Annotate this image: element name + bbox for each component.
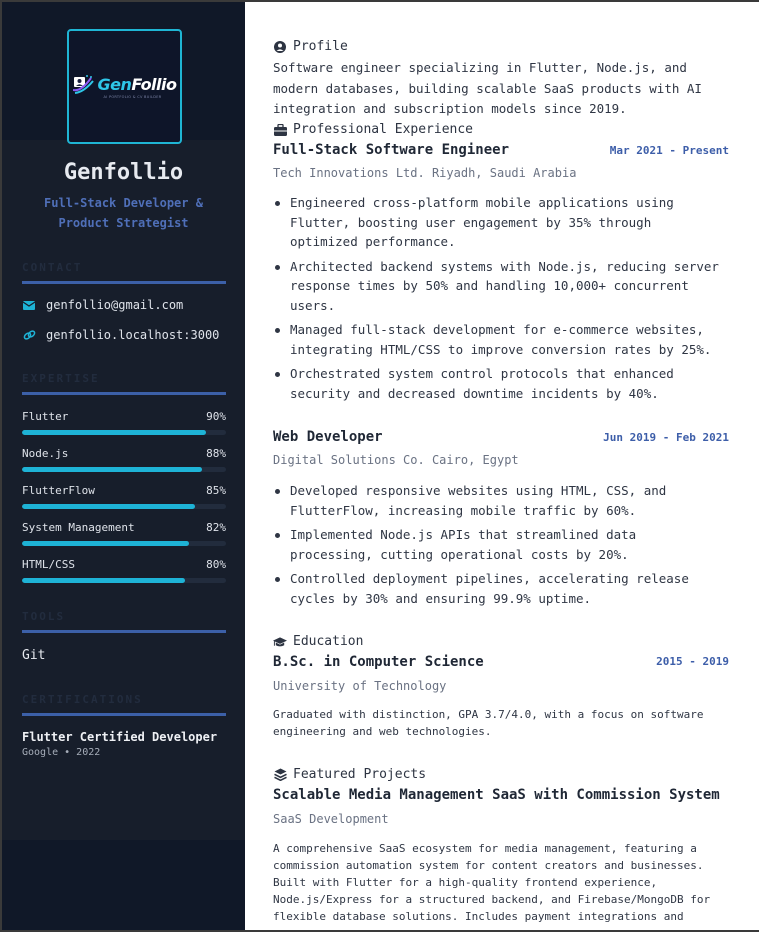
education-description: Graduated with distinction, GPA 3.7/4.0, with a focus on software engineering and web technologies. [273, 708, 704, 738]
skill-nodejs [22, 447, 226, 472]
job-bullet: Controlled deployment pipelines, accelerating release cycles by 30% and ensuring 99.9% uptime. [273, 569, 713, 608]
profile-section-heading [273, 39, 348, 54]
skill-percent: 90% [206, 410, 226, 423]
job-title: Web Developer [273, 429, 383, 445]
logo [67, 29, 182, 144]
experience-heading-text: Professional Experience [293, 122, 474, 137]
profile-heading-text: Profile [293, 39, 348, 54]
website-link[interactable]: genfollio.localhost:3000 [46, 328, 220, 342]
summary-line: integration and subscription models since 2019. [273, 101, 627, 116]
briefcase-icon [273, 123, 287, 137]
skill-html-css [22, 558, 226, 583]
summary-line: modern databases, building scalable SaaS products with AI [273, 80, 702, 96]
job-bullet: Architected backend systems with Node.js, reducing server response times by 50% and handling 10,000+ concurrent users. [273, 257, 733, 316]
skill-system-management [22, 521, 226, 546]
skill-name: HTML/CSS [22, 558, 75, 571]
link-icon [22, 329, 36, 341]
expertise-heading: EXPERTISE [22, 372, 100, 385]
main-content [273, 0, 733, 932]
job-bullets [273, 193, 733, 408]
skill-name: System Management [22, 521, 135, 534]
job-bullet: Implemented Node.js APIs that streamlined data processing, cutting operational costs by 20%. [273, 525, 663, 564]
skill-flutter [22, 410, 226, 435]
job-bullet: Orchestrated system control protocols that enhanced security and decreased downtime incidents by 40%. [273, 364, 693, 403]
education-date: 2015 - 2019 [656, 655, 729, 668]
profile-summary [273, 58, 733, 120]
contact-email[interactable] [22, 298, 183, 312]
skill-bar [22, 541, 226, 546]
education-section-heading [273, 634, 363, 649]
school-name: University of Technology [273, 679, 447, 693]
summary-line: Software engineer specializing in Flutter, Node.js, and [273, 60, 687, 75]
skill-bar-fill [22, 578, 185, 583]
experience-section-heading [273, 122, 473, 137]
user-circle-icon [273, 40, 287, 54]
skill-percent: 80% [206, 558, 226, 571]
skill-bar [22, 578, 226, 583]
contact-website[interactable] [22, 328, 219, 342]
project-category: SaaS Development [273, 812, 389, 826]
graduation-cap-icon [273, 635, 287, 649]
skill-name: Flutter [22, 410, 69, 423]
project-title: Scalable Media Management SaaS with Commission System [273, 787, 720, 803]
projects-heading-text: Featured Projects [293, 767, 427, 782]
job-company: Digital Solutions Co. Cairo, Egypt [273, 453, 519, 467]
role-line-1: Full-Stack Developer & [44, 196, 203, 210]
window-frame-top [0, 0, 759, 2]
sidebar [2, 0, 245, 932]
job-date: Jun 2019 - Feb 2021 [603, 431, 729, 444]
tools-heading: TOOLS [22, 610, 66, 623]
certifications-heading: CERTIFICATIONS [22, 693, 143, 706]
skill-name: Node.js [22, 447, 69, 460]
skill-bar-fill [22, 541, 189, 546]
skill-bar [22, 504, 226, 509]
layers-icon [273, 768, 287, 782]
expertise-divider [22, 392, 226, 395]
skill-flutterflow [22, 484, 226, 509]
skill-bar-fill [22, 430, 206, 435]
project-description: A comprehensive SaaS ecosystem for media management, featuring a commission automation system for content creators and businesses. Built with Flutter for a high-quality frontend experience, Node.js/Express for a structured backend, and Firebase/MongoDB for flexible database solutions. Includes payment integrations and [273, 842, 711, 923]
certification-title: Flutter Certified Developer [22, 730, 218, 744]
profile-name: Genfollio [63, 160, 184, 185]
job-bullet: Managed full-stack development for e-commerce websites, integrating HTML/CSS to improve conversion rates by 25%. [273, 320, 733, 359]
degree-title: B.Sc. in Computer Science [273, 654, 484, 670]
job-date: Mar 2021 - Present [609, 144, 729, 157]
tool-item: Git [22, 648, 46, 663]
skill-percent: 88% [206, 447, 226, 460]
logo-brand-follio: Follio [131, 74, 177, 94]
certification-issuer: Google • 2022 [22, 747, 101, 758]
skill-bar-fill [22, 467, 202, 472]
skill-bar [22, 467, 226, 472]
skill-percent: 85% [206, 484, 226, 497]
role-line-2: Product Strategist [58, 216, 189, 230]
job-title: Full-Stack Software Engineer [273, 142, 510, 158]
tools-divider [22, 630, 226, 633]
projects-section-heading [273, 767, 426, 782]
job-bullet: Engineered cross-platform mobile applications using Flutter, boosting user engagement by 35% through optimized performance. [273, 193, 693, 252]
job-bullet: Developed responsive websites using HTML, CSS, and FlutterFlow, increasing mobile traffic by 60%. [273, 481, 683, 520]
profile-role [22, 193, 225, 233]
contact-heading: CONTACT [22, 261, 83, 274]
logo-brand-gen: Gen [97, 74, 132, 94]
skill-bar [22, 430, 226, 435]
contact-divider [22, 281, 226, 284]
skill-percent: 82% [206, 521, 226, 534]
envelope-icon [22, 299, 36, 311]
education-heading-text: Education [293, 634, 364, 649]
window-frame-left [0, 0, 2, 932]
logo-tagline: AI PORTFOLIO & CV BUILDER [103, 95, 162, 99]
job-bullets [273, 481, 733, 613]
job-company: Tech Innovations Ltd. Riyadh, Saudi Arabia [273, 166, 577, 180]
email-text[interactable]: genfollio@gmail.com [46, 298, 184, 312]
skill-name: FlutterFlow [22, 484, 95, 497]
portfolio-logo-icon [73, 74, 95, 94]
certifications-divider [22, 713, 226, 716]
skill-bar-fill [22, 504, 195, 509]
